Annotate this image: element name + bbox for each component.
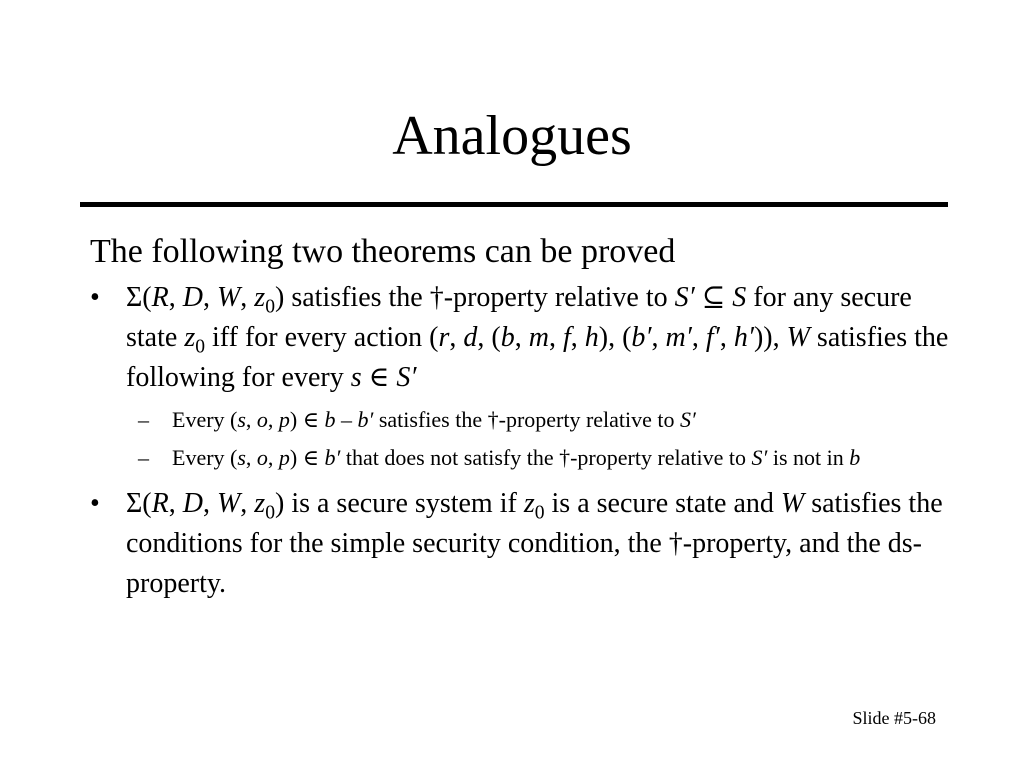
sub-bullet-1 — [90, 404, 950, 436]
math-var: b′ — [324, 445, 341, 470]
text-fragment: , — [267, 445, 279, 470]
text-fragment: , — [168, 282, 183, 313]
text-fragment: ) ∈ — [289, 407, 325, 432]
bullet-mark: • — [90, 282, 100, 313]
math-var: W — [216, 282, 241, 313]
math-var: b — [500, 322, 515, 353]
text-fragment: ( — [491, 322, 501, 353]
math-var: m′ — [665, 322, 692, 353]
text-fragment: Every ( — [172, 407, 238, 432]
math-var: h′ — [733, 322, 754, 353]
text-fragment: satisfies the conditions for the simple security condition, the †-property, and the ds-property. — [126, 488, 943, 599]
math-var: p — [278, 407, 290, 432]
math-var: z — [254, 282, 266, 313]
text-fragment: , — [168, 488, 183, 519]
text-fragment: , — [691, 322, 706, 353]
text-fragment: , — [548, 322, 563, 353]
text-fragment: , — [202, 282, 217, 313]
text-fragment: is not in — [767, 445, 850, 470]
text-fragment: ) satisfies the †-property relative to — [275, 282, 675, 313]
math-var: s — [350, 362, 362, 393]
math-var: o — [256, 445, 268, 470]
math-symbol: ⊆ — [694, 282, 733, 313]
text-fragment: , — [267, 407, 279, 432]
math-var: b′ — [357, 407, 374, 432]
math-var: m — [528, 322, 549, 353]
math-var: z — [184, 322, 196, 353]
math-var: R — [151, 488, 169, 519]
text-fragment: , — [240, 488, 255, 519]
text-fragment: that does not satisfy the †-property relative to — [340, 445, 752, 470]
math-var: D — [182, 282, 203, 313]
math-subscript: 0 — [265, 296, 275, 318]
math-symbol: ∈ — [361, 362, 397, 393]
math-var: b — [849, 445, 861, 470]
text-fragment: , — [245, 407, 257, 432]
text-fragment: Σ( — [126, 488, 152, 519]
math-var: D — [182, 488, 203, 519]
text-fragment: Σ( — [126, 282, 152, 313]
text-fragment: , — [514, 322, 529, 353]
text-fragment: ) ∈ — [289, 445, 325, 470]
lead-text: The following two theorems can be proved — [90, 233, 676, 270]
math-var: f — [562, 322, 571, 353]
bullet-theorem-2 — [90, 484, 950, 604]
sub-bullet-list — [90, 404, 950, 474]
math-var: s — [237, 445, 246, 470]
sub-bullet-2 — [90, 442, 950, 474]
text-fragment: , — [245, 445, 257, 470]
math-subscript: 0 — [195, 336, 206, 358]
slide-title: Analogues — [392, 105, 632, 167]
math-var: S′ — [396, 362, 417, 393]
text-fragment: for any secure state — [126, 282, 912, 353]
text-fragment: , — [719, 322, 734, 353]
text-fragment: satisfies the †-property relative to — [373, 407, 681, 432]
slide-number: Slide #5-68 — [852, 708, 936, 728]
slide-body — [90, 230, 950, 604]
text-fragment: , — [570, 322, 585, 353]
text-fragment: , — [449, 322, 464, 353]
math-var: z — [254, 488, 266, 519]
math-var: f′ — [705, 322, 720, 353]
math-var: S′ — [751, 445, 768, 470]
bullet-theorem-1 — [90, 278, 950, 398]
sub-bullet-mark: – — [138, 407, 149, 432]
math-var: b′ — [631, 322, 652, 353]
math-var: p — [278, 445, 290, 470]
math-var: W — [786, 322, 810, 353]
math-symbol: – — [335, 407, 358, 432]
math-subscript: 0 — [534, 502, 545, 524]
text-fragment: , — [477, 322, 492, 353]
math-var: h — [584, 322, 599, 353]
math-var: S′ — [674, 282, 695, 313]
math-var: b — [324, 407, 336, 432]
math-var: r — [438, 322, 450, 353]
math-var: s — [237, 407, 246, 432]
math-var: W — [780, 488, 805, 519]
math-var: W — [216, 488, 241, 519]
title-divider — [80, 202, 948, 207]
math-var: z — [523, 488, 535, 519]
sub-bullet-mark: – — [138, 445, 149, 470]
text-fragment: satisfies the following for every — [126, 322, 949, 393]
text-fragment: ) is a secure system if — [275, 488, 524, 519]
text-fragment: Every ( — [172, 445, 238, 470]
text-fragment: iff for every action ( — [205, 322, 439, 353]
text-fragment: , — [202, 488, 217, 519]
text-fragment: , — [651, 322, 666, 353]
math-subscript: 0 — [265, 502, 275, 524]
text-fragment: , — [240, 282, 255, 313]
text-fragment: )), — [753, 322, 787, 353]
math-var: R — [151, 282, 169, 313]
math-var: S′ — [680, 407, 696, 432]
bullet-mark: • — [90, 488, 100, 519]
math-var: o — [256, 407, 268, 432]
math-var: d — [463, 322, 478, 353]
math-var: S — [732, 282, 747, 313]
text-fragment: is a secure state and — [544, 488, 781, 519]
text-fragment: ), ( — [598, 322, 632, 353]
